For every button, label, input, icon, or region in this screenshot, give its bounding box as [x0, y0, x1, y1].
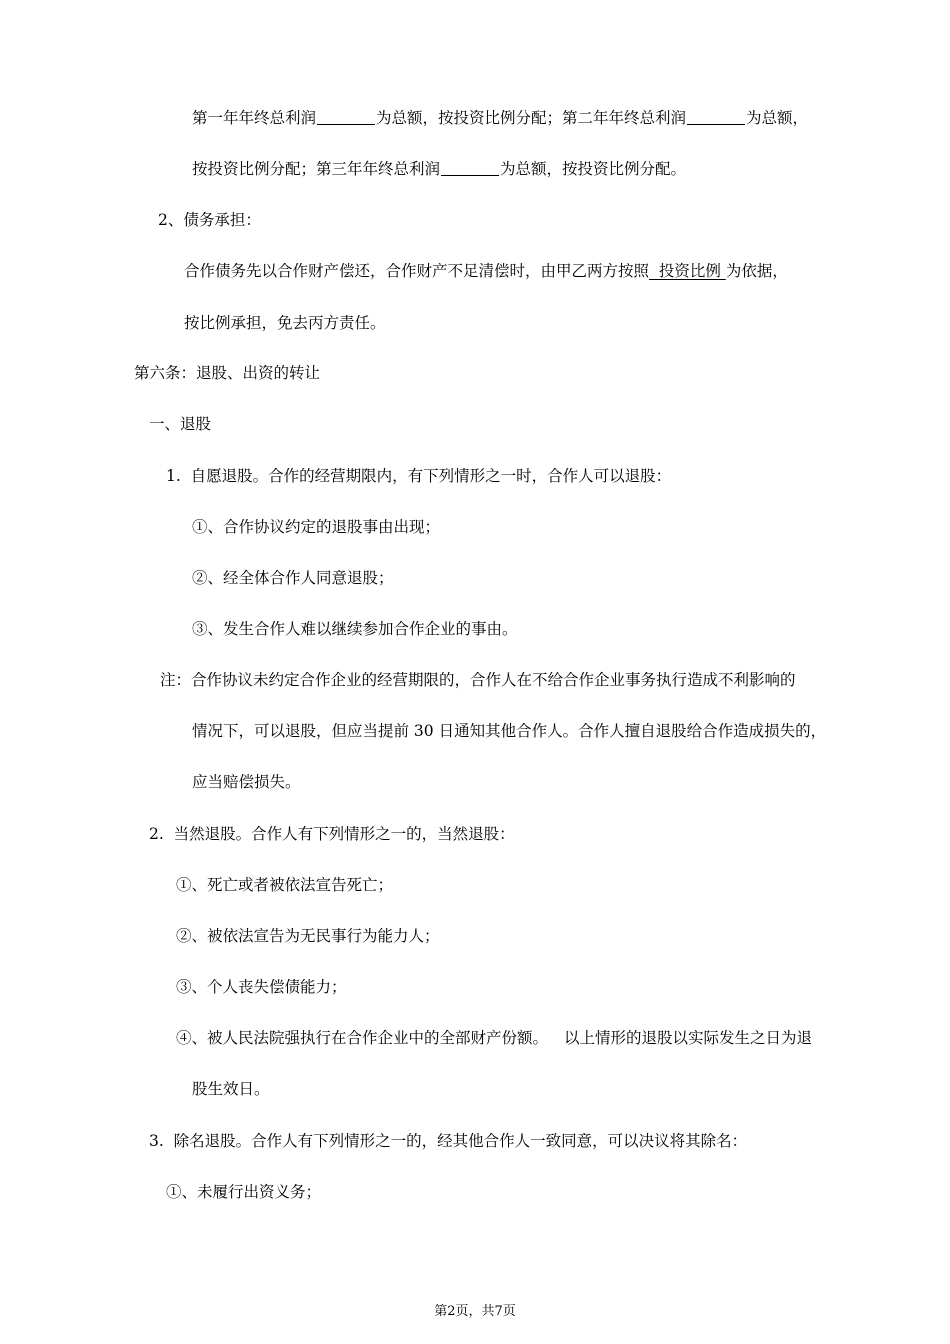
debt-text: 合作债务先以合作财产偿还，合作财产不足清偿时，由甲乙两方按照 [184, 262, 650, 280]
list-item: ①、合作协议约定的退股事由出现； [192, 518, 441, 536]
blank-field[interactable] [317, 110, 375, 125]
profit-text: 按投资比例分配；第三年年终总利润 [192, 160, 441, 178]
list-item-text: 以上情形的退股以实际发生之日为退 [564, 1029, 813, 1047]
item-voluntary-withdrawal: 1. 自愿退股。合作的经营期限内，有下列情形之一时，合作人可以退股： [166, 467, 672, 485]
profit-text: 为总额，按投资比例分配；第二年年终总利润 [376, 109, 687, 127]
profit-text: 为总额， [746, 109, 809, 127]
list-item: ③、个人丧失偿债能力； [176, 978, 347, 996]
list-item [176, 1028, 812, 1048]
note-line-2: 情况下，可以退股，但应当提前 30 日通知其他合作人。合作人擅自退股给合作造成损失的， [192, 722, 827, 740]
page-footer: 第2页，共7页 [434, 1304, 516, 1319]
blank-field[interactable] [441, 161, 499, 176]
item-automatic-withdrawal: 2. 当然退股。合作人有下列情形之一的，当然退股： [149, 825, 515, 843]
list-item: ②、被依法宣告为无民事行为能力人； [176, 927, 440, 945]
profit-line-2 [192, 159, 686, 179]
debt-text: 为依据， [725, 262, 788, 280]
note-line-1: 注：合作协议未约定合作企业的经营期限的，合作人在不给合作企业事务执行造成不利影响的 [160, 671, 796, 689]
underlined-term: 投资比例 [649, 262, 726, 280]
profit-line-1 [192, 108, 808, 128]
debt-line-1 [184, 261, 788, 281]
section-heading: 一、退股 [149, 415, 212, 433]
list-item: ①、未履行出资义务； [166, 1183, 322, 1201]
list-item-continued: 股生效日。 [192, 1080, 270, 1098]
profit-text: 为总额，按投资比例分配。 [500, 160, 687, 178]
list-item: ①、死亡或者被依法宣告死亡； [176, 876, 394, 894]
profit-text: 第一年年终总利润 [192, 109, 317, 127]
list-item-text: ④、被人民法院强执行在合作企业中的全部财产份额。 [176, 1029, 549, 1047]
debt-heading: 2、债务承担： [158, 211, 261, 229]
list-item: ③、发生合作人难以继续参加合作企业的事由。 [192, 620, 518, 638]
debt-line-2: 按比例承担，免去丙方责任。 [184, 314, 386, 332]
note-line-3: 应当赔偿损失。 [192, 773, 301, 791]
blank-field[interactable] [687, 110, 745, 125]
item-expulsion-withdrawal: 3. 除名退股。合作人有下列情形之一的，经其他合作人一致同意，可以决议将其除名： [149, 1132, 748, 1150]
article-title: 第六条：退股、出资的转让 [134, 364, 321, 382]
list-item: ②、经全体合作人同意退股； [192, 569, 394, 587]
